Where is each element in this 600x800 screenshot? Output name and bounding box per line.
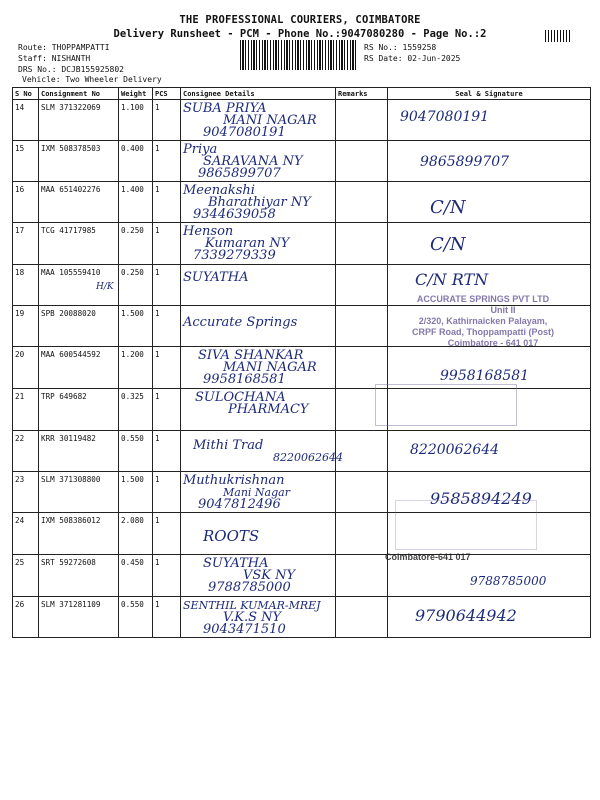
- rs-no-label: RS No.: 1559258: [364, 43, 437, 52]
- signature-cell: [388, 141, 591, 182]
- sno-cell: 18: [13, 265, 39, 306]
- table-row: [13, 100, 591, 141]
- small-barcode: [545, 30, 571, 42]
- weight-cell: 0.250: [119, 223, 153, 265]
- remarks-cell: [336, 306, 388, 347]
- col-header: Remarks: [336, 88, 388, 100]
- consignment-cell: KRR 30119482: [39, 431, 119, 472]
- sno-cell: 23: [13, 472, 39, 513]
- signature-cell: [388, 347, 591, 389]
- consignee-area: Bharathiyar NY: [208, 195, 311, 210]
- pcs-cell: 1: [153, 347, 181, 389]
- sno-cell: 17: [13, 223, 39, 265]
- consignee-area: SARAVANA NY: [203, 154, 303, 169]
- consignee-cell: [181, 431, 343, 472]
- consignment-cell: SLM 371322069: [39, 100, 119, 141]
- table-row: [13, 141, 591, 182]
- pcs-cell: 1: [153, 182, 181, 223]
- consignee-name: Muthukrishnan: [183, 473, 285, 488]
- consignee-cell: [181, 100, 336, 141]
- runsheet-table: [12, 87, 591, 638]
- sno-cell: 24: [13, 513, 39, 555]
- company-title: THE PROFESSIONAL COURIERS, COIMBATORE: [179, 14, 421, 26]
- pcs-cell: 1: [153, 597, 181, 638]
- vehicle-label: Vehicle: Two Wheeler Delivery: [22, 75, 162, 84]
- consignee-phone: 9047812496: [198, 497, 281, 512]
- signature-cell: [388, 182, 591, 223]
- consignee-name: SUYATHA: [183, 270, 249, 285]
- barcode: [240, 40, 358, 70]
- roots-stamp: Coimbatore-641 017: [385, 552, 471, 562]
- consignee-name: SIVA SHANKAR: [198, 348, 304, 363]
- sno-cell: 15: [13, 141, 39, 182]
- pcs-cell: 1: [153, 141, 181, 182]
- remarks-cell: [336, 513, 388, 555]
- table-row: [13, 223, 591, 265]
- consignment-cell: IXM 508378503: [39, 141, 119, 182]
- signature: 9865899707: [420, 154, 510, 170]
- remarks-cell: [336, 182, 388, 223]
- remarks-cell: [336, 431, 388, 472]
- table-row: [13, 347, 591, 389]
- consignment-cell: TRP 649682: [39, 389, 119, 431]
- weight-cell: 1.400: [119, 182, 153, 223]
- consignee-cell: [181, 306, 336, 347]
- table-row: [13, 431, 591, 472]
- sno-cell: 19: [13, 306, 39, 347]
- consignee-name: SUYATHA: [203, 556, 269, 571]
- consignee-area: PHARMACY: [228, 402, 309, 417]
- pcs-cell: 1: [153, 431, 181, 472]
- signature-cell: [388, 431, 591, 472]
- stamp-line: 2/320, Kathirnaicken Palayam,: [418, 316, 548, 326]
- remarks-cell: [336, 555, 388, 597]
- consignment-cell: MAA 651402276: [39, 182, 119, 223]
- consignee-cell: [181, 182, 336, 223]
- table-row: [13, 555, 591, 597]
- consignee-phone: 9958168581: [203, 372, 286, 387]
- stamp-line: Unit II: [490, 305, 516, 315]
- col-header: PCS: [153, 88, 181, 100]
- table-header-row: [13, 88, 591, 100]
- pcs-cell: 1: [153, 555, 181, 597]
- signature: C/N RTN: [415, 270, 489, 289]
- consignment-cell: SLM 371281109: [39, 597, 119, 638]
- pcs-cell: 1: [153, 223, 181, 265]
- weight-cell: 1.500: [119, 306, 153, 347]
- remarks-cell: [336, 347, 388, 389]
- consignee-cell: [181, 141, 336, 182]
- consignee-phone: 7339279339: [193, 248, 276, 263]
- faded-stamp: [375, 384, 517, 426]
- remarks-cell: [336, 100, 388, 141]
- col-header: Consignee Details: [181, 88, 336, 100]
- consignee-name: Priya: [183, 142, 218, 157]
- hk-note: H/K: [96, 282, 114, 292]
- consignee-name: SUBA PRIYA: [183, 101, 267, 116]
- sno-cell: 25: [13, 555, 39, 597]
- consignment-cell: MAA 600544592: [39, 347, 119, 389]
- weight-cell: 0.400: [119, 141, 153, 182]
- weight-cell: 0.550: [119, 431, 153, 472]
- remarks-cell: [336, 265, 388, 306]
- consignment-cell: MAA 105559410: [39, 265, 119, 306]
- pcs-cell: 1: [153, 513, 181, 555]
- route-label: Route: THOPPAMPATTI: [18, 43, 110, 52]
- weight-cell: 1.200: [119, 347, 153, 389]
- staff-label: Staff: NISHANTH: [18, 54, 91, 63]
- consignee-cell: [181, 265, 336, 306]
- sno-cell: 21: [13, 389, 39, 431]
- weight-cell: 0.450: [119, 555, 153, 597]
- col-header: Seal & Signature: [388, 88, 591, 100]
- weight-cell: 1.100: [119, 100, 153, 141]
- consignee-phone: 9788785000: [208, 580, 291, 595]
- consignee-name: SULOCHANA: [195, 390, 286, 405]
- consignee-phone: 8220062644: [273, 451, 343, 464]
- consignee-name: SENTHIL KUMAR-MREJ: [183, 599, 321, 612]
- consignee-area: MANI NAGAR: [223, 360, 317, 375]
- consignee-cell: [181, 597, 336, 638]
- consignee-cell: [181, 223, 336, 265]
- runsheet-title: Delivery Runsheet - PCM - Phone No.:9047080280 - Page No.:2: [113, 28, 487, 40]
- consignee-cell: [181, 555, 336, 597]
- sno-cell: 26: [13, 597, 39, 638]
- company-stamp: [412, 294, 554, 349]
- consignee-name: ROOTS: [203, 527, 260, 545]
- consignment-cell: TCG 41717985: [39, 223, 119, 265]
- drs-label: DRS No.: DCJB155925802: [18, 65, 124, 74]
- signature: 9788785000: [470, 574, 547, 588]
- stamp-line: Coimbatore - 641 017: [447, 338, 539, 348]
- consignee-area: V.K.S NY: [223, 610, 282, 625]
- consignee-cell: [181, 513, 336, 555]
- consignee-name: Meenakshi: [183, 183, 255, 198]
- consignment-cell: IXM 508386012: [39, 513, 119, 555]
- weight-cell: 2.080: [119, 513, 153, 555]
- stamp-line: CRPF Road, Thoppampatti (Post): [412, 327, 554, 337]
- weight-cell: 0.325: [119, 389, 153, 431]
- consignment-cell: SPB 20088020: [39, 306, 119, 347]
- pcs-cell: 1: [153, 306, 181, 347]
- consignment-cell: SRT 59272608: [39, 555, 119, 597]
- weight-cell: 0.250: [119, 265, 153, 306]
- signature: 9790644942: [415, 606, 517, 625]
- sno-cell: 22: [13, 431, 39, 472]
- table-row: [13, 597, 591, 638]
- signature: C/N: [430, 197, 466, 218]
- consignment-cell: SLM 371308800: [39, 472, 119, 513]
- consignee-name: Mithi Trad: [193, 438, 264, 453]
- signature: 8220062644: [410, 442, 500, 458]
- col-header: Consignment No: [39, 88, 119, 100]
- consignee-name: Accurate Springs: [183, 315, 298, 330]
- consignee-phone: 9047080191: [203, 125, 286, 140]
- remarks-cell: [336, 597, 388, 638]
- consignee-cell: [181, 389, 336, 431]
- pcs-cell: 1: [153, 472, 181, 513]
- consignee-area: MANI NAGAR: [223, 113, 317, 128]
- sno-cell: 16: [13, 182, 39, 223]
- signature-cell: [388, 100, 591, 141]
- consignee-cell: [181, 472, 336, 513]
- signature: 9585894249: [430, 489, 532, 508]
- remarks-cell: [336, 223, 388, 265]
- signature-cell: [388, 597, 591, 638]
- pcs-cell: 1: [153, 265, 181, 306]
- consignee-area: Kumaran NY: [205, 236, 290, 251]
- consignee-name: Henson: [183, 224, 234, 239]
- pcs-cell: 1: [153, 389, 181, 431]
- consignee-phone: 9043471510: [203, 622, 286, 637]
- signature: C/N: [430, 234, 466, 255]
- weight-cell: 0.550: [119, 597, 153, 638]
- pcs-cell: 1: [153, 100, 181, 141]
- stamp-line: ACCURATE SPRINGS PVT LTD: [416, 294, 550, 304]
- sno-cell: 14: [13, 100, 39, 141]
- col-header: S No: [13, 88, 39, 100]
- consignee-phone: 9865899707: [198, 166, 281, 181]
- consignee-cell: [181, 347, 336, 389]
- signature: 9047080191: [400, 109, 490, 125]
- sno-cell: 20: [13, 347, 39, 389]
- col-header: Weight: [119, 88, 153, 100]
- faded-stamp: [395, 500, 537, 550]
- remarks-cell: [336, 141, 388, 182]
- table-row: [13, 182, 591, 223]
- rs-date-label: RS Date: 02-Jun-2025: [364, 54, 461, 63]
- consignee-phone: 9344639058: [193, 207, 276, 222]
- consignee-area: VSK NY: [243, 568, 296, 583]
- weight-cell: 1.500: [119, 472, 153, 513]
- signature-cell: [388, 223, 591, 265]
- consignee-area: Mani Nagar: [223, 486, 290, 499]
- remarks-cell: [336, 472, 388, 513]
- signature: 9958168581: [440, 368, 530, 384]
